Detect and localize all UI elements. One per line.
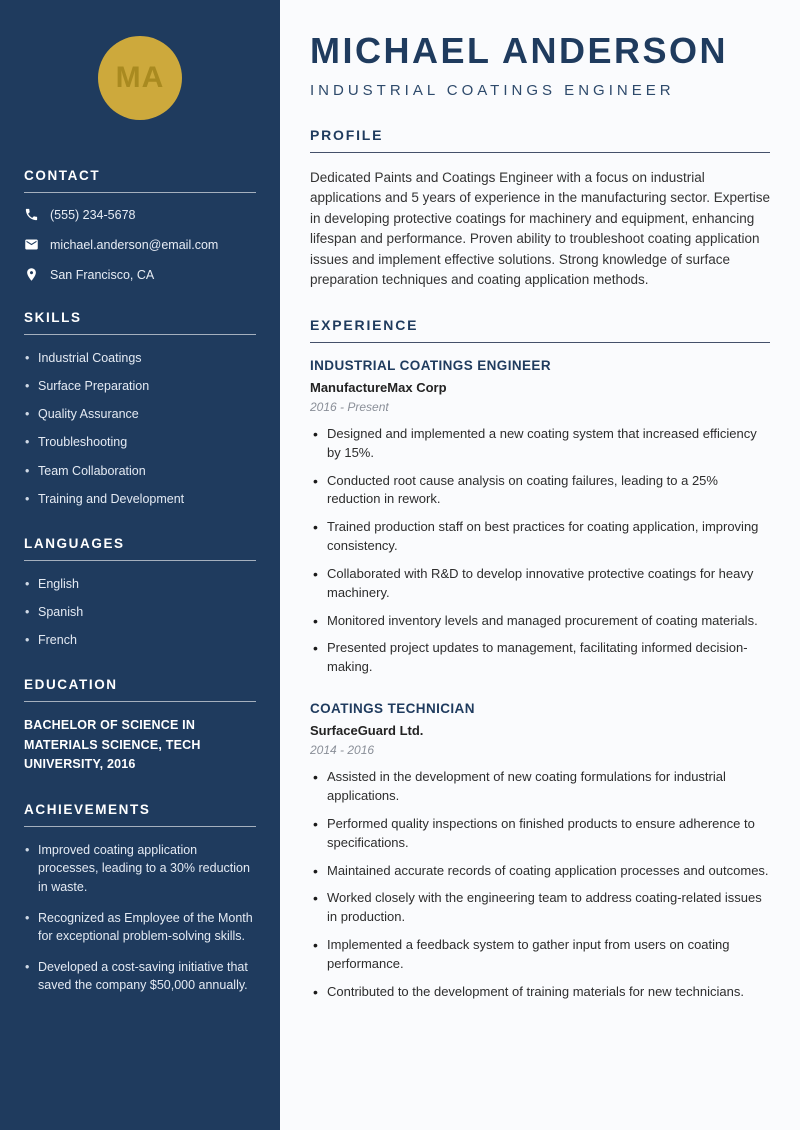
- job-bullet: • Maintained accurate records of coating application processes and outcomes.: [310, 862, 770, 881]
- avatar: [98, 36, 182, 120]
- contact-item-email: [24, 237, 256, 252]
- experience-heading: EXPERIENCE: [310, 317, 770, 343]
- job-bullets: [310, 768, 770, 1001]
- contact-item-phone: [24, 207, 256, 222]
- location-icon: [24, 267, 39, 282]
- contact-section: [24, 168, 256, 282]
- skill-item: • Team Collaboration: [24, 462, 256, 480]
- achievements-list: [24, 841, 256, 994]
- contact-location-text: San Francisco, CA: [50, 267, 155, 282]
- languages-section: [24, 536, 256, 649]
- job-bullet: • Monitored inventory levels and managed procurement of coating materials.: [310, 612, 770, 631]
- skills-heading: SKILLS: [24, 310, 256, 335]
- job-bullet: • Trained production staff on best practices for coating application, improving consistency.: [310, 518, 770, 556]
- education-heading: EDUCATION: [24, 677, 256, 702]
- main-content: [280, 0, 800, 1130]
- job-bullets: [310, 425, 770, 677]
- job-company: ManufactureMax Corp: [310, 379, 447, 395]
- achievement-item: • Recognized as Employee of the Month for exceptional problem-solving skills.: [24, 909, 256, 945]
- language-item: • French: [24, 631, 256, 649]
- job-bullet: • Contributed to the development of training materials for new technicians.: [310, 983, 770, 1002]
- job-title: INDUSTRIAL COATINGS ENGINEER: [310, 357, 551, 373]
- profile-section: [310, 127, 770, 291]
- job-title: COATINGS TECHNICIAN: [310, 701, 475, 717]
- job-bullet: • Collaborated with R&D to develop innovative protective coatings for heavy machinery.: [310, 565, 770, 603]
- contact-phone-text: (555) 234-5678: [50, 207, 136, 222]
- phone-icon: [24, 207, 39, 222]
- contact-heading: CONTACT: [24, 168, 256, 193]
- experience-section: [310, 317, 770, 1002]
- skill-item: • Surface Preparation: [24, 377, 256, 395]
- skills-list: [24, 349, 256, 508]
- job-entry: [310, 358, 770, 677]
- sidebar: [0, 0, 280, 1130]
- job-bullet: • Worked closely with the engineering team to address coating-related issues in production.: [310, 889, 770, 927]
- achievements-section: [24, 802, 256, 994]
- achievements-heading: ACHIEVEMENTS: [24, 802, 256, 827]
- education-degree: BACHELOR OF SCIENCE IN MATERIALS SCIENCE, TECH UNIVERSITY, 2016: [24, 718, 201, 771]
- job-bullet: • Performed quality inspections on finished products to ensure adherence to specifications.: [310, 815, 770, 853]
- languages-list: [24, 575, 256, 649]
- job-bullet: • Implemented a feedback system to gather input from users on coating performance.: [310, 936, 770, 974]
- skills-section: [24, 310, 256, 508]
- person-title: INDUSTRIAL COATINGS ENGINEER: [310, 81, 675, 99]
- language-item: • Spanish: [24, 603, 256, 621]
- person-name: MICHAEL ANDERSON: [310, 30, 729, 71]
- job-bullet: • Presented project updates to management, facilitating informed decision-making.: [310, 639, 770, 677]
- job-entry: [310, 701, 770, 1001]
- job-company: SurfaceGuard Ltd.: [310, 723, 424, 739]
- profile-text: Dedicated Paints and Coatings Engineer with a focus on industrial applications and 5 years of experience in the manufacturing sector. Expertise in developing protective coatings for machinery and equipment, enhancing lifespan and performance. Proven ability to troubleshoot coating application issues and implement effective solutions. Strong knowledge of surface preparation techniques and coating application methods.: [310, 169, 771, 288]
- profile-heading: PROFILE: [310, 127, 770, 153]
- job-bullet: • Assisted in the development of new coating formulations for industrial applications.: [310, 768, 770, 806]
- skill-item: • Training and Development: [24, 490, 256, 508]
- email-icon: [24, 237, 39, 252]
- job-bullet: • Designed and implemented a new coating system that increased efficiency by 15%.: [310, 425, 770, 463]
- skill-item: • Quality Assurance: [24, 405, 256, 423]
- job-dates: 2014 - 2016: [310, 743, 375, 758]
- skill-item: • Troubleshooting: [24, 433, 256, 451]
- skill-item: • Industrial Coatings: [24, 349, 256, 367]
- contact-email-text: michael.anderson@email.com: [50, 237, 219, 252]
- languages-heading: LANGUAGES: [24, 536, 256, 561]
- achievement-item: • Improved coating application processes, leading to a 30% reduction in waste.: [24, 841, 256, 895]
- job-bullet: • Conducted root cause analysis on coating failures, leading to a 25% reduction in rework.: [310, 472, 770, 510]
- achievement-item: • Developed a cost-saving initiative that saved the company $50,000 annually.: [24, 958, 256, 994]
- avatar-initials: MA: [115, 61, 165, 94]
- language-item: • English: [24, 575, 256, 593]
- job-dates: 2016 - Present: [310, 399, 389, 414]
- education-section: [24, 677, 256, 774]
- contact-item-location: [24, 267, 256, 282]
